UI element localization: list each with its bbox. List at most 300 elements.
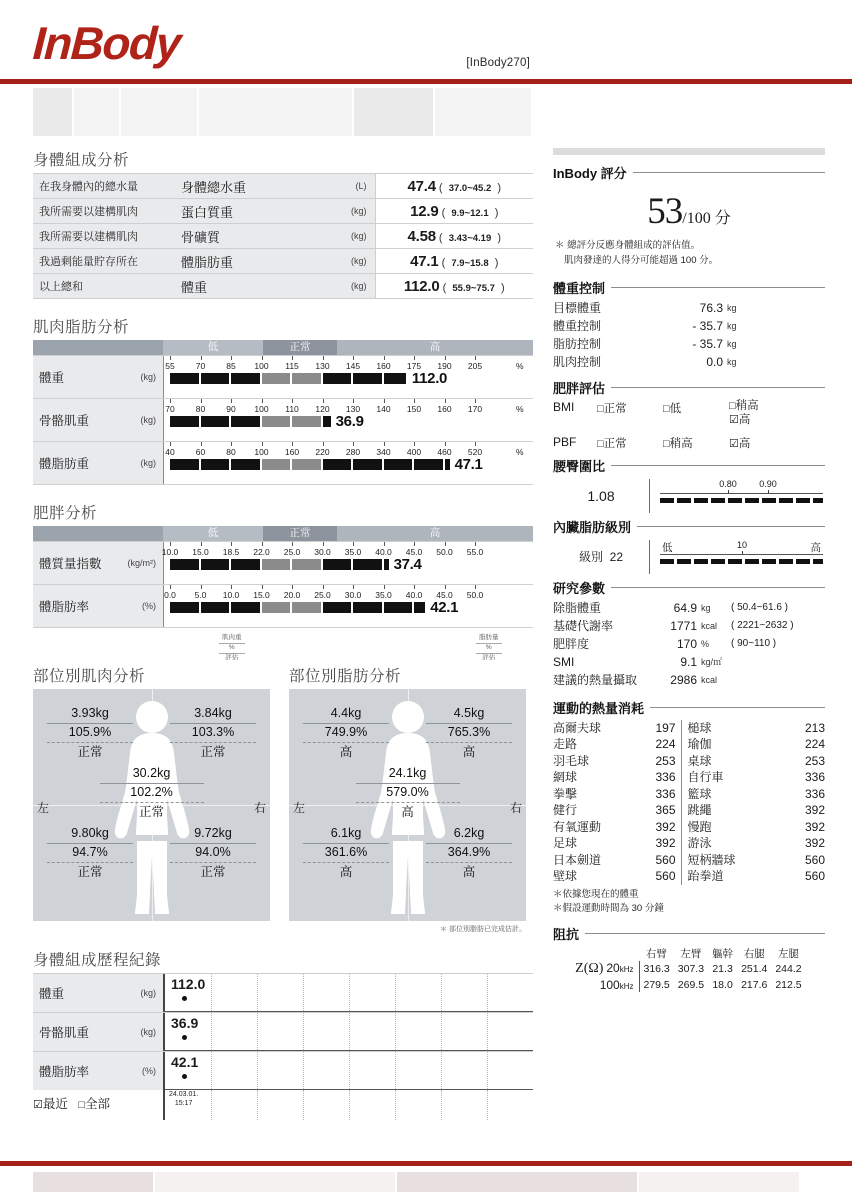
axis-tick: 10.0: [222, 590, 240, 600]
checkbox-unchecked-icon[interactable]: □: [597, 403, 604, 416]
whr-title: 腰臀圍比: [553, 458, 606, 474]
axis-tick: 100: [254, 447, 269, 457]
weight-control-header: [553, 278, 825, 297]
segment-left-leg: 9.80kg 94.7% 正常: [47, 825, 133, 881]
exercise-row: [553, 852, 825, 869]
segment-left-arm: 3.93kg 105.9% 正常: [47, 705, 133, 761]
whr-scale: [649, 479, 825, 513]
exercise-row: [553, 868, 825, 885]
header-rule: [0, 79, 852, 84]
axis-tick: 50.0: [436, 547, 453, 557]
checkbox-unchecked-icon[interactable]: □: [597, 437, 604, 450]
axis-unit: %: [516, 447, 524, 457]
bc-name: 體重: [173, 274, 323, 299]
bc-desc: 我過剩能量貯存所在: [33, 249, 173, 274]
band-normal-label: 正常: [263, 340, 337, 355]
history-value: 36.9: [171, 1015, 199, 1031]
graph-value: 47.1: [454, 456, 483, 473]
exercise-right-kcal: 392: [804, 836, 825, 851]
bc-unit: (kg): [323, 224, 375, 249]
axis-tick: 40.0: [375, 547, 392, 557]
axis-tick: 85: [226, 361, 236, 371]
side-label-right: 右: [509, 801, 522, 815]
obesity-band-header: [33, 526, 533, 541]
band-high-label: 高: [337, 526, 533, 541]
exercise-right-kcal: 224: [804, 737, 825, 752]
exercise-left-name: 走路: [553, 737, 578, 752]
exercise-left-kcal: 560: [641, 852, 681, 869]
checkbox-unchecked-icon[interactable]: □: [663, 403, 670, 416]
checkbox-option[interactable]: ☑高: [729, 413, 751, 426]
right-top-divider: [553, 148, 825, 155]
history-row: [33, 1051, 533, 1090]
bc-value-cell: 4.58 ( 3.43~4.19 ): [375, 224, 533, 249]
axis-tick: 35.0: [375, 590, 392, 600]
bc-range: 9.9~12.1: [451, 207, 489, 219]
checkbox-unchecked-icon[interactable]: □: [663, 437, 670, 450]
axis-tick: 340: [376, 447, 391, 457]
history-row-label: 體脂肪率 (%): [33, 1052, 163, 1090]
impedance-value: 18.0: [712, 978, 733, 991]
impedance-row-header: Z(Ω) 20kHz: [553, 961, 639, 977]
bc-range: 55.9~75.7: [452, 282, 495, 294]
weight-control-row: 脂肪控制 - 35.7 kg: [553, 337, 737, 352]
table-row: [33, 174, 533, 199]
bc-value: 47.4: [407, 177, 436, 195]
checkbox-option[interactable]: □低: [663, 403, 682, 416]
bc-value-cell: 12.9 ( 9.9~12.1 ): [375, 199, 533, 224]
all-checkbox[interactable]: □: [78, 1099, 85, 1111]
bc-range: 3.43~4.19: [448, 232, 492, 244]
graph-row-label: 體重 (kg): [33, 356, 163, 398]
exercise-row: [553, 753, 825, 770]
graph-row: [33, 398, 533, 441]
history-plot: [163, 974, 533, 1012]
impedance-value: 251.4: [741, 963, 768, 976]
axis-tick: 160: [284, 447, 300, 457]
whr-value: 1.08: [587, 487, 615, 504]
whr-tick-090: 0.90: [759, 478, 777, 489]
graph-row-label: 體脂肪重 (kg): [33, 442, 163, 484]
exercise-row: [553, 736, 825, 753]
checkbox-option[interactable]: □稍高: [663, 437, 693, 450]
impedance-column-header: 左臂: [680, 948, 702, 961]
axis-tick: 175: [406, 361, 422, 371]
exercise-left-name: 網球: [553, 770, 578, 785]
bc-name: 體脂肪重: [173, 249, 323, 274]
axis-tick: 100: [254, 404, 269, 414]
axis-tick: 190: [437, 361, 452, 371]
graph-row: [33, 355, 533, 398]
axis-tick: 15.0: [253, 590, 270, 600]
visceral-fat-level: 級別 22: [578, 550, 624, 565]
muscle-fat-title: 肌肉脂肪分析: [33, 319, 130, 336]
graph-row-label: 體質量指數 (kg/m²): [33, 542, 163, 584]
axis-tick: 25.0: [283, 547, 301, 557]
exercise-left-kcal: 365: [641, 802, 681, 819]
exercise-left-kcal: 560: [641, 868, 681, 885]
history-data-point: [182, 996, 187, 1001]
impedance-value: 21.3: [712, 963, 733, 976]
graph-value: 36.9: [335, 413, 364, 430]
exercise-left-kcal: 197: [641, 720, 681, 737]
history-data-point: [182, 1035, 187, 1040]
axis-tick: 160: [437, 404, 452, 414]
exercise-title: 運動的熱量消耗: [553, 700, 645, 716]
exercise-left-name: 足球: [553, 836, 578, 851]
bc-value-cell: 47.1 ( 7.9~15.8 ): [375, 249, 533, 274]
axis-tick: 18.5: [222, 547, 240, 557]
impedance-value: 316.3: [643, 963, 670, 976]
table-row: [33, 274, 533, 299]
table-row: [33, 224, 533, 249]
exercise-left-kcal: 224: [641, 736, 681, 753]
axis-tick: 70: [195, 361, 206, 371]
impedance-column-header: 左腿: [777, 948, 799, 961]
exercise-row: [553, 720, 825, 737]
visceral-fat-header: [553, 517, 825, 536]
table-row: [33, 199, 533, 224]
exercise-right-name: 短柄牆球: [687, 852, 736, 867]
axis-unit: %: [516, 404, 524, 414]
recent-checkbox[interactable]: ☑: [33, 1099, 43, 1111]
segmental-fat-legend: 脂肪量 % 評估: [476, 634, 502, 662]
exercise-left-name: 羽毛球: [553, 753, 590, 768]
bc-unit: (kg): [323, 199, 375, 224]
weight-control-title: 體重控制: [553, 281, 606, 297]
segmental-muscle-title: 部位別肌肉分析: [33, 668, 146, 685]
exercise-left-name: 拳擊: [553, 786, 578, 801]
graph-row-label: 體脂肪率 (%): [33, 585, 163, 627]
device-model-label: [InBody270]: [466, 57, 530, 69]
weight-control-row: 體重控制 - 35.7 kg: [553, 319, 737, 334]
impedance-value: 217.6: [741, 978, 768, 991]
segment-right-leg: 6.2kg 364.9% 高: [426, 825, 512, 881]
impedance-value: 269.5: [677, 978, 705, 991]
exercise-row: [553, 819, 825, 836]
bc-desc: 我所需要以建構肌肉: [33, 199, 173, 224]
graph-value: 112.0: [411, 370, 448, 387]
history-title: 身體組成歷程紀錄: [33, 952, 162, 969]
score-number: 53: [647, 191, 683, 232]
axis-tick: 30.0: [314, 547, 331, 557]
bc-name: 蛋白質重: [173, 199, 323, 224]
axis-tick: 205: [467, 361, 483, 371]
obesity-eval-title: 肥胖評估: [553, 381, 606, 397]
exercise-left-kcal: 253: [641, 753, 681, 770]
impedance-row-header: 100kHz: [553, 977, 639, 992]
exercise-left-name: 健行: [553, 803, 578, 818]
research-row: SMI 9.1 kg/㎡: [553, 654, 723, 669]
impedance-column-header: 軀幹: [712, 948, 734, 961]
left-column: [33, 148, 533, 1120]
band-low-label: 低: [163, 340, 263, 355]
axis-tick: 130: [315, 361, 330, 371]
research-header: [553, 578, 825, 597]
bc-value-cell: 47.4 ( 37.0~45.2 ): [375, 174, 533, 199]
side-label-left: 左: [37, 801, 50, 815]
exercise-right-name: 槌球: [687, 720, 712, 735]
graph-row-label: 骨骼肌重 (kg): [33, 399, 163, 441]
whr-row: [553, 479, 825, 513]
bc-value: 4.58: [407, 227, 436, 245]
exercise-left-kcal: 336: [641, 786, 681, 803]
history-row-label: 骨骼肌重 (kg): [33, 1013, 163, 1051]
exercise-right-kcal: 392: [804, 803, 825, 818]
exercise-left-name: 日本劍道: [553, 852, 602, 867]
impedance-column-header: 右腿: [743, 948, 765, 961]
exercise-right-kcal: 560: [804, 869, 825, 884]
axis-tick: 460: [437, 447, 452, 457]
segmental-muscle-legend: 肌肉重 % 評估: [219, 634, 245, 662]
axis-tick: 110: [285, 404, 299, 414]
axis-tick: 45.0: [405, 547, 423, 557]
exercise-row: [553, 835, 825, 852]
graph-row-unit: (kg): [140, 415, 156, 425]
exercise-right-name: 跳繩: [687, 803, 712, 818]
graph-plot: [163, 585, 533, 627]
graph-row-unit: (kg): [140, 372, 156, 382]
checkbox-option[interactable]: ☑高: [729, 437, 751, 450]
axis-tick: 40: [165, 447, 175, 457]
exercise-right-name: 籃球: [687, 786, 712, 801]
graph-value: 42.1: [430, 599, 459, 616]
axis-tick: 115: [285, 361, 299, 371]
exercise-right-kcal: 253: [804, 753, 825, 768]
axis-tick: 220: [315, 447, 330, 457]
body-composition-table: [33, 173, 533, 299]
history-date-axis: [163, 1090, 533, 1120]
axis-tick: 140: [376, 404, 391, 414]
segment-trunk: 24.1kg 579.0% 高: [356, 765, 460, 821]
axis-tick: 170: [467, 404, 483, 414]
graph-row-unit: (%): [142, 601, 156, 611]
segment-left-arm: 4.4kg 749.9% 高: [303, 705, 389, 761]
bc-name: 骨礦質: [173, 224, 323, 249]
pbf-eval-row: PBF □正常 □稍高 ☑高: [553, 434, 751, 450]
history-row-label: 體重 (kg): [33, 974, 163, 1012]
research-title: 研究參數: [553, 580, 606, 596]
checkbox-unchecked-icon[interactable]: □: [729, 400, 736, 413]
visceral-fat-scale: [649, 540, 825, 574]
bc-name: 身體總水重: [173, 174, 323, 199]
exercise-row: [553, 786, 825, 803]
impedance-column-header: 右臂: [645, 948, 667, 961]
axis-tick: 22.0: [253, 547, 270, 557]
history-plot: [163, 1013, 533, 1051]
band-normal-label: 正常: [263, 526, 337, 541]
exercise-right-name: 瑜伽: [687, 737, 712, 752]
exercise-right-kcal: 336: [804, 770, 825, 785]
graph-plot: [163, 399, 533, 441]
axis-tick: 145: [345, 361, 361, 371]
impedance-table: [553, 946, 806, 992]
score-denominator: /100 分: [682, 210, 731, 227]
axis-unit: %: [516, 361, 524, 371]
body-composition-title: 身體組成分析: [33, 152, 130, 169]
table-row: [33, 249, 533, 274]
axis-tick: 130: [345, 404, 361, 414]
checkbox-option[interactable]: □稍高: [729, 400, 759, 413]
impedance-row: [553, 961, 806, 977]
impedance-value: 307.3: [677, 963, 705, 976]
bc-value: 112.0: [403, 277, 440, 295]
segmental-fat-panel: [289, 664, 526, 934]
muscle-fat-band-header: [33, 340, 533, 355]
band-high-label: 高: [337, 340, 533, 355]
exercise-row: [553, 802, 825, 819]
bc-range: 37.0~45.2: [448, 182, 492, 194]
right-column: [553, 148, 825, 992]
bc-unit: (kg): [323, 249, 375, 274]
inbody-logo: InBody: [31, 17, 182, 69]
all-label: 全部: [84, 1097, 110, 1111]
graph-row-unit: (kg): [140, 458, 156, 468]
history-row: [33, 973, 533, 1012]
side-label-left: 左: [293, 801, 306, 815]
axis-tick: 80: [226, 447, 236, 457]
graph-row-unit: (kg/m²): [127, 558, 156, 568]
bc-desc: 我所需要以建構肌肉: [33, 224, 173, 249]
graph-plot: [163, 542, 533, 584]
exercise-right-name: 跆拳道: [687, 869, 724, 884]
exercise-left-kcal: 336: [641, 769, 681, 786]
history-value: 42.1: [171, 1054, 199, 1070]
exercise-right-name: 慢跑: [687, 819, 712, 834]
history-date-label: 24.03.01. 15:17: [169, 1091, 199, 1107]
history-row: [33, 1012, 533, 1051]
footer-fields: [33, 1172, 833, 1192]
inbody-score-title: InBody 評分: [553, 166, 627, 181]
axis-tick: 0.0: [164, 590, 176, 600]
whr-tick-080: 0.80: [719, 478, 737, 489]
impedance-header: [553, 924, 825, 943]
axis-tick: 160: [376, 361, 391, 371]
axis-tick: 120: [315, 404, 330, 414]
exercise-left-name: 高爾夫球: [553, 720, 602, 735]
research-row: 建議的熱量攝取 2986 kcal: [553, 672, 718, 687]
axis-tick: 10.0: [161, 547, 179, 557]
vf-mid-label: 10: [736, 539, 748, 550]
axis-tick: 40.0: [405, 590, 423, 600]
axis-tick: 25.0: [314, 590, 331, 600]
checkbox-option-group[interactable]: [729, 400, 759, 426]
recent-label: 最近: [42, 1097, 68, 1111]
segment-right-leg: 9.72kg 94.0% 正常: [170, 825, 256, 881]
impedance-value: 279.5: [643, 978, 670, 991]
history-scope-options[interactable]: [33, 1090, 163, 1112]
segmental-panels: [33, 634, 533, 944]
history-data-point: [182, 1074, 187, 1079]
exercise-notes: ＊依據您現在的體重 ＊假設運動時間為 30 分鐘: [553, 888, 664, 915]
axis-tick: 70: [165, 404, 175, 414]
checkbox-checked-icon[interactable]: ☑: [729, 437, 739, 450]
checkbox-option[interactable]: □正常: [597, 437, 627, 450]
axis-tick: 90: [226, 404, 236, 414]
vf-low-label: 低: [662, 541, 673, 554]
axis-tick: 60: [195, 447, 206, 457]
axis-tick: 30.0: [344, 590, 362, 600]
segmental-muscle-panel: [33, 664, 270, 921]
graph-row: [33, 541, 533, 584]
exercise-right-name: 自行車: [687, 770, 724, 785]
axis-tick: 520: [467, 447, 483, 457]
exercise-right-kcal: 213: [804, 720, 825, 735]
exercise-right-kcal: 560: [804, 852, 825, 867]
axis-tick: 35.0: [344, 547, 362, 557]
graph-plot: [163, 442, 533, 484]
axis-tick: 55.0: [466, 547, 484, 557]
impedance-value: 244.2: [775, 963, 802, 976]
checkbox-option[interactable]: □正常: [597, 403, 627, 416]
exercise-left-name: 壁球: [553, 869, 578, 884]
inbody-score-value: [553, 190, 825, 233]
bc-range: 7.9~15.8: [451, 257, 489, 269]
graph-row: [33, 441, 533, 485]
segment-right-arm: 4.5kg 765.3% 高: [426, 705, 512, 761]
exercise-row: [553, 769, 825, 786]
bmi-eval-row: BMI □正常 □低 □稍高 ☑高: [553, 400, 759, 426]
axis-tick: 100: [254, 361, 269, 371]
axis-tick: 15.0: [192, 547, 209, 557]
research-row: 肥胖度 170 % ( 90~110 ): [553, 636, 777, 651]
inbody-score-note: ＊ 總評分反應身體組成的評估值。 肌肉發達的人得分可能超過 100 分。: [555, 240, 719, 266]
history-footer: [33, 1090, 533, 1120]
exercise-right-kcal: 336: [804, 786, 825, 801]
exercise-left-kcal: 392: [641, 835, 681, 852]
exercise-table: [553, 720, 825, 885]
exercise-left-kcal: 392: [641, 819, 681, 836]
header-info-fields: [33, 88, 533, 136]
bc-value: 47.1: [410, 252, 439, 270]
exercise-right-name: 游泳: [687, 836, 712, 851]
weight-control-row: 目標體重 76.3 kg: [553, 301, 737, 316]
impedance-title: 阻抗: [553, 927, 580, 943]
inbody-score-header: [553, 163, 825, 182]
exercise-right-name: 桌球: [687, 753, 712, 768]
history-value: 112.0: [171, 976, 206, 992]
segment-left-leg: 6.1kg 361.6% 高: [303, 825, 389, 881]
bc-desc: 在我身體內的總水量: [33, 174, 173, 199]
bc-desc: 以上總和: [33, 274, 173, 299]
impedance-row: [553, 977, 806, 992]
graph-row: [33, 584, 533, 628]
axis-tick: 45.0: [436, 590, 453, 600]
research-row: 除脂體重 64.9 kg ( 50.4~61.6 ): [553, 600, 788, 615]
checkbox-checked-icon[interactable]: ☑: [729, 413, 739, 426]
axis-tick: 55: [165, 361, 175, 371]
axis-tick: 400: [406, 447, 422, 457]
band-low-label: 低: [163, 526, 263, 541]
graph-plot: [163, 356, 533, 398]
weight-control-row: 肌肉控制 0.0 kg: [553, 355, 737, 370]
bc-value: 12.9: [410, 202, 439, 220]
axis-tick: 150: [406, 404, 422, 414]
exercise-header: [553, 698, 825, 717]
axis-tick: 5.0: [194, 590, 207, 600]
impedance-value: 212.5: [775, 978, 802, 991]
visceral-fat-row: [553, 540, 825, 574]
footer-rule: [0, 1161, 852, 1166]
bc-value-cell: 112.0 ( 55.9~75.7 ): [375, 274, 533, 299]
bc-unit: (L): [323, 174, 375, 199]
axis-tick: 50.0: [466, 590, 484, 600]
history-plot: [163, 1052, 533, 1090]
axis-tick: 80: [195, 404, 206, 414]
exercise-right-kcal: 392: [804, 819, 825, 834]
bc-unit: (kg): [323, 274, 375, 299]
obesity-analysis-title: 肥胖分析: [33, 505, 98, 522]
